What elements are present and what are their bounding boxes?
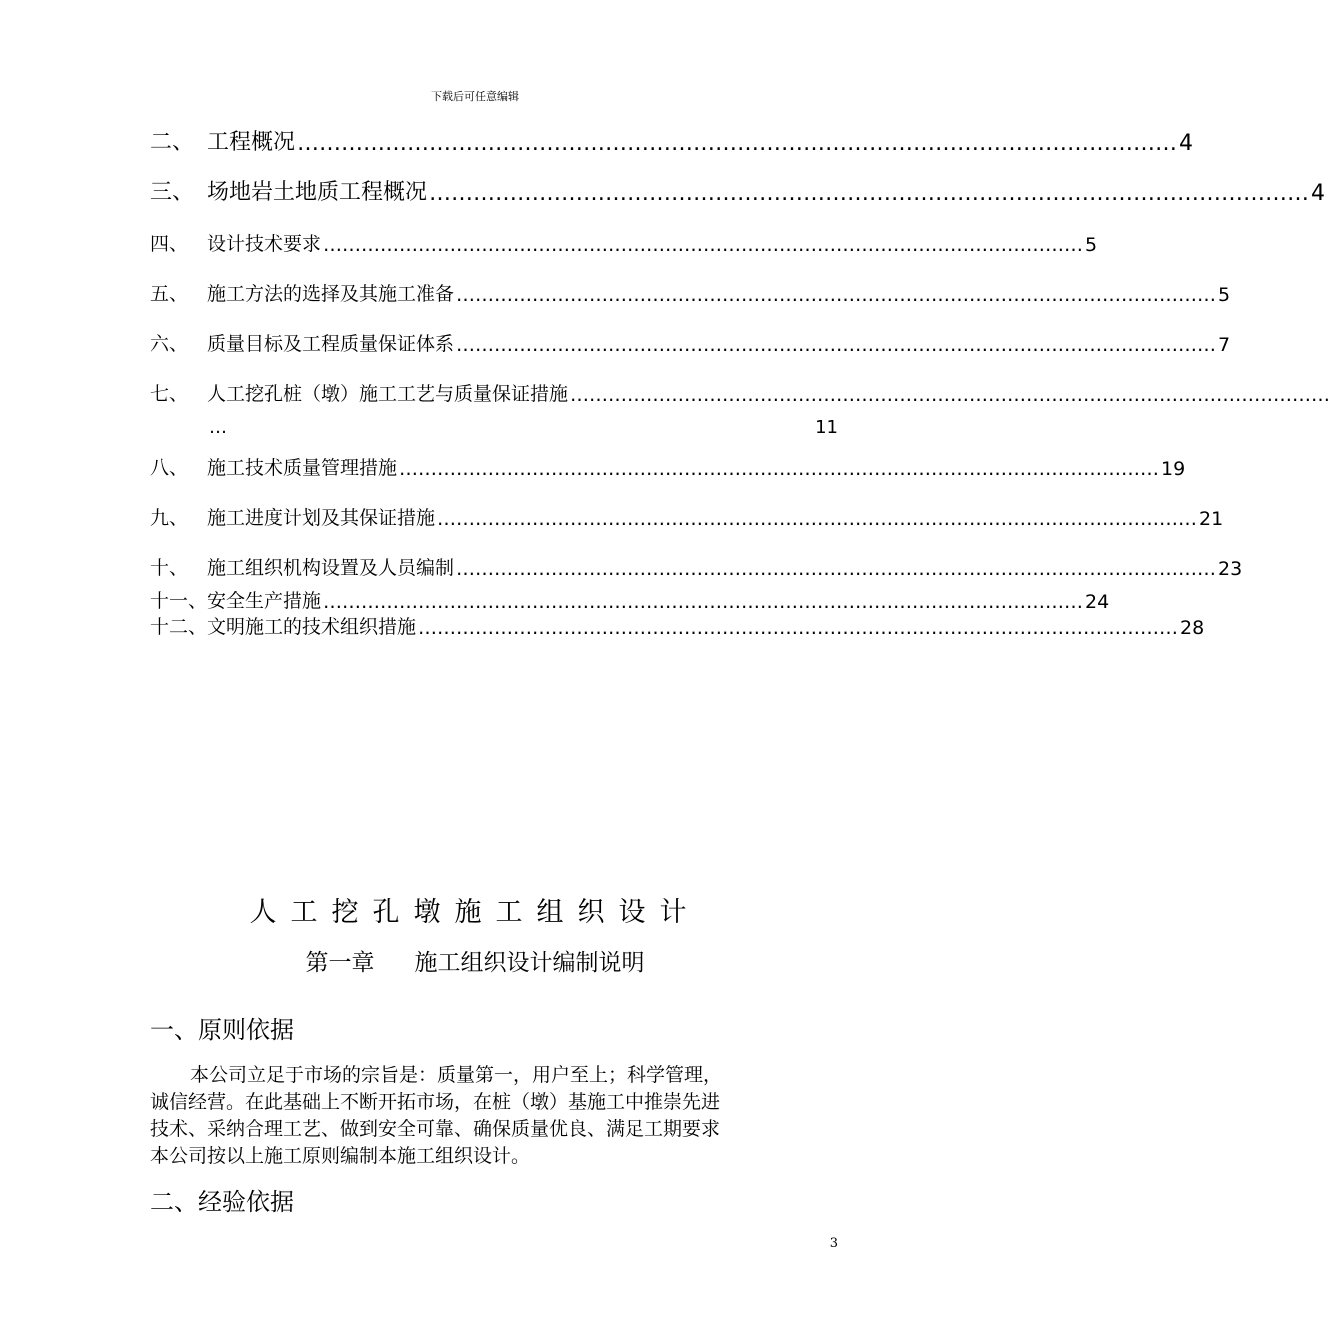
toc-dot-leader: ………………………………………………………………………………………………………… (323, 591, 1084, 613)
toc-entry-page: 4 (1311, 181, 1326, 206)
toc-dot-leader: ………………………………………………………………………………………………………… (437, 508, 1198, 530)
toc-dot-leader: ………………………………………………………………………………………………………… (297, 131, 1178, 156)
table-of-contents (0, 0, 1330, 660)
toc-entry-title: 施工组织机构设置及人员编制 (207, 557, 455, 579)
toc-entry-number: 八、 (150, 457, 189, 479)
toc-entry-page: 5 (1218, 284, 1231, 306)
toc-entry-page: 23 (1218, 558, 1243, 580)
toc-entry-title: 施工进度计划及其保证措施 (207, 507, 436, 529)
toc-entry-4[interactable] (150, 224, 1098, 256)
toc-entry-page: 19 (1161, 458, 1186, 480)
toc-entry-page: 28 (1180, 617, 1205, 639)
toc-entry-7-continuation[interactable] (207, 408, 838, 438)
toc-dot-leader: ………………………………………………………………………………………………………… (323, 234, 1084, 256)
toc-entry-number: 二、 (150, 130, 195, 155)
toc-entry-3[interactable] (150, 174, 1326, 206)
paragraph-line: 本公司按以上施工原则编制本施工组织设计。 (150, 1145, 531, 1167)
page-header-note: 下载后可任意编辑 (431, 90, 519, 103)
section-heading-principles: 一、原则依据 (150, 1016, 294, 1044)
toc-entry-2[interactable] (150, 124, 1194, 156)
document-title: 人工挖孔墩施工组织设计 (249, 897, 701, 928)
toc-entry-5[interactable] (150, 274, 1231, 306)
toc-entry-number: 七、 (150, 383, 189, 405)
toc-entry-title: 文明施工的技术组织措施 (207, 616, 417, 638)
toc-dot-leader: ………………………………………………………………………………………………………… (429, 181, 1310, 206)
section-heading-experience: 二、经验依据 (150, 1188, 294, 1216)
chapter-label: 第一章 (305, 950, 375, 976)
toc-entry-6[interactable] (150, 324, 1231, 356)
toc-dot-leader: ………………………………………………………………………………………………………… (399, 458, 1160, 480)
toc-entry-number: 十二、 (150, 616, 208, 638)
toc-entry-title: 施工技术质量管理措施 (207, 457, 398, 479)
toc-entry-number: 五、 (150, 283, 189, 305)
toc-entry-8[interactable] (150, 448, 1186, 480)
paragraph-line: 本公司立足于市场的宗旨是：质量第一，用户至上；科学管理， (190, 1064, 723, 1086)
toc-entry-10[interactable] (150, 548, 1243, 580)
toc-entry-page: 7 (1218, 334, 1231, 356)
toc-entry-number: 十一、 (150, 590, 208, 612)
toc-dot-leader: ………………………………………………………………………………………………………… (456, 334, 1217, 356)
toc-entry-title: 设计技术要求 (207, 233, 322, 255)
toc-entry-11[interactable] (150, 585, 1110, 613)
toc-entry-number: 九、 (150, 507, 189, 529)
toc-entry-page: 11 (815, 417, 838, 438)
toc-dot-leader: ………………………………………………………………………………………………………… (418, 617, 1179, 639)
toc-entry-page: 24 (1085, 591, 1110, 613)
chapter-heading (0, 944, 950, 977)
toc-entry-number: 六、 (150, 333, 189, 355)
toc-entry-number: 十、 (150, 557, 189, 579)
toc-entry-title: 安全生产措施 (207, 590, 322, 612)
toc-entry-page: 4 (1179, 131, 1194, 156)
toc-entry-number: 三、 (150, 180, 195, 205)
toc-entry-7[interactable] (150, 374, 1330, 406)
toc-entry-12[interactable] (150, 611, 1205, 639)
toc-entry-title: 工程概况 (207, 130, 296, 155)
page-number: 3 (829, 1236, 838, 1251)
toc-entry-page: 5 (1085, 234, 1098, 256)
toc-dot-leader: ………………………………………………………………………………………………………… (456, 558, 1217, 580)
toc-dot-leader: ………………………………………………………………………………………………………… (456, 284, 1217, 306)
toc-dot-leader-continued: … (209, 417, 227, 438)
paragraph-line: 诚信经营。在此基础上不断开拓市场，在桩（墩）基施工中推崇先进 (150, 1091, 721, 1113)
chapter-title: 施工组织设计编制说明 (414, 950, 645, 976)
toc-entry-title: 人工挖孔桩（墩）施工工艺与质量保证措施 (207, 383, 569, 405)
toc-entry-page: 21 (1199, 508, 1224, 530)
toc-entry-number: 四、 (150, 233, 189, 255)
toc-entry-title: 施工方法的选择及其施工准备 (207, 283, 455, 305)
body-paragraph (150, 1062, 838, 1170)
paragraph-line: 技术、采纳合理工艺、做到安全可靠、确保质量优良、满足工期要求 (150, 1118, 721, 1140)
toc-entry-9[interactable] (150, 498, 1224, 530)
toc-entry-title: 质量目标及工程质量保证体系 (207, 333, 455, 355)
toc-dot-leader: ………………………………………………………………………………………………………… (570, 384, 1330, 406)
toc-entry-title: 场地岩土地质工程概况 (207, 180, 428, 205)
